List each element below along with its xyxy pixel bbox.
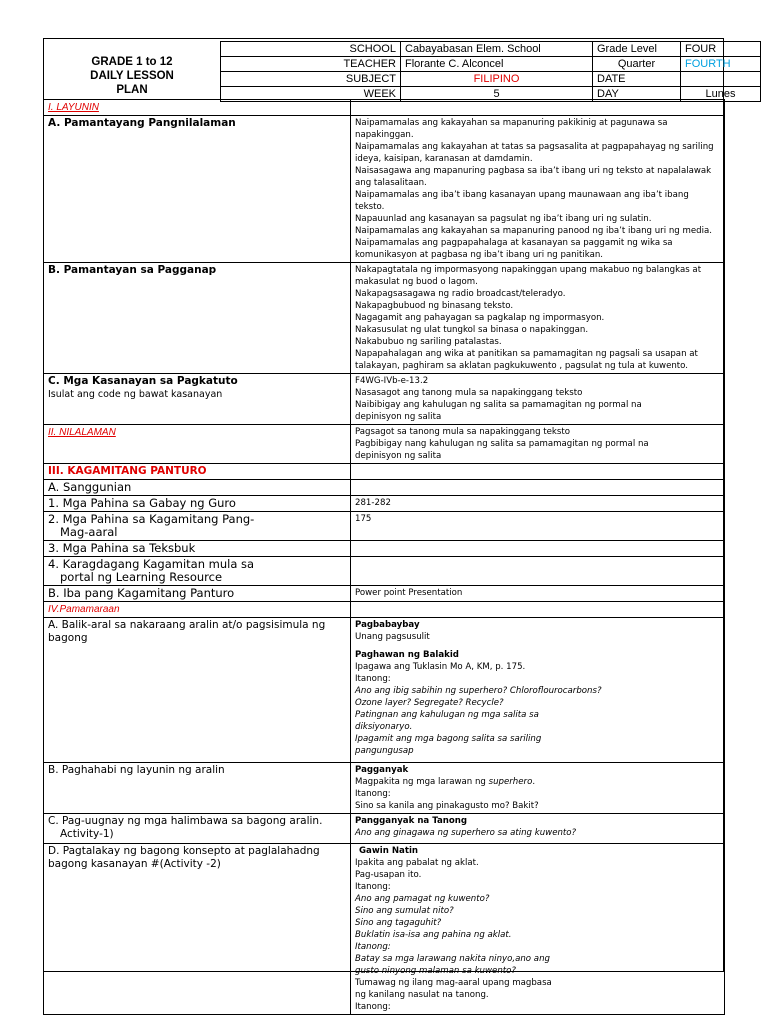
date-value (681, 72, 761, 87)
content-line: Naipamamalas ang iba’t ibang kasanayan upang maunawaan ang iba’t ibang teksto. (355, 190, 689, 212)
content-line: Itanong: (355, 942, 391, 952)
section-c-sublabel: Isulat ang code ng bawat kasanayan (48, 389, 223, 400)
content-line: Pagsagot sa tanong mula sa napakinggang teksto (355, 427, 570, 437)
content-text: . (532, 777, 536, 787)
content-line: Ipakita ang pabalat ng aklat. (355, 858, 479, 868)
content-line: Ano ang pamagat ng kuwento? (355, 894, 490, 904)
iba-pang-kagamitan-label: B. Iba pang Kagamitang Panturo (44, 586, 351, 602)
teksbuk-value (351, 541, 725, 557)
content-line: Naipamamalas ang kakayahan sa mapanuring pakikinig at pagunawa sa (355, 118, 668, 128)
content-line: Sino sa kanila ang pinakagusto mo? Bakit? (355, 801, 539, 811)
content-line: depinisyon ng salita (355, 412, 442, 422)
panganyak-na-tanong-title: Pangganyak na Tanong (355, 816, 468, 826)
pag-uugnay-content (351, 814, 725, 844)
kagamitang-panturo-heading: III. KAGAMITANG PANTURO (48, 465, 207, 477)
content-line: pangungusap (355, 746, 414, 756)
balik-aral-content (351, 618, 725, 763)
content-line: Sino ang tagaguhit? (355, 918, 442, 928)
content-line: Itanong: (355, 789, 391, 799)
pagtalakay-cell (44, 844, 351, 1015)
empty-cell (351, 602, 725, 618)
quarter-value: FOURTH (681, 57, 761, 72)
teksbuk-label: 3. Mga Pahina sa Teksbuk (44, 541, 351, 557)
title-line: DAILY LESSON (90, 70, 174, 82)
empty-cell (351, 100, 725, 116)
pagbabaybay-title: Pagbabaybay (355, 620, 420, 630)
content-line: diksiyonaryo. (355, 722, 413, 732)
content-line: Ipagamit ang mga bagong salita sa sariling (355, 734, 542, 744)
kagamitang-pang-mag-aaral-cell (44, 512, 351, 541)
gawin-natin-title: Gawin Natin (359, 846, 419, 856)
content-line: Ozone layer? Segregate? Recycle? (355, 698, 504, 708)
date-label: DATE (593, 72, 681, 87)
teacher-value: Florante C. Alconcel (401, 57, 593, 72)
content-line: Patingnan ang kahulugan ng mga salita sa (355, 710, 539, 720)
content-line: Nagagamit ang pahayagan sa pagkalap ng impormasyon. (355, 313, 605, 323)
content-line: Nakabubuo ng sariling patalastas. (355, 337, 502, 347)
title-line: GRADE 1 to 12 (91, 56, 173, 68)
pag-uugnay-cell (44, 814, 351, 844)
layunin-heading: I. LAYUNIN (48, 102, 99, 113)
lesson-plan-table (43, 99, 725, 1015)
title-line: PLAN (116, 84, 148, 96)
gabay-ng-guro-label: 1. Mga Pahina sa Gabay ng Guro (44, 496, 351, 512)
karagdagang-kagamitan-value (351, 557, 725, 586)
content-line: Tumawag ng ilang mag-aaral upang magbasa (355, 978, 552, 988)
content-line (355, 776, 720, 788)
pamantayan-sa-pagganap-content (351, 263, 725, 374)
gabay-ng-guro-value: 281-282 (351, 496, 725, 512)
empty-cell (351, 480, 725, 496)
section-a-label: A. Pamantayang Pangnilalaman (48, 117, 236, 129)
content-line: Sino ang sumulat nito? (355, 906, 454, 916)
content-line: Nakapagsasagawa ng radio broadcast/teleradyo. (355, 289, 566, 299)
content-line: Buklatin isa-isa ang pahina ng aklat. (355, 930, 512, 940)
sanggunian-label: A. Sanggunian (44, 480, 351, 496)
section-c-label: C. Mga Kasanayan sa Pagkatuto (48, 375, 238, 387)
pamantayang-pangnilalaman-content (351, 116, 725, 263)
content-line: Naipamamalas ang kakayahan at tatas sa pagsasalita at pagpapahayag ng sariling (355, 142, 714, 152)
layunin-heading-cell (44, 100, 351, 116)
kagamitang-label: Mag-aaral (60, 525, 118, 539)
content-line: Naisasagawa ang mapanuring pagbasa sa iba’t ibang uri ng teksto at napalalawak (355, 166, 712, 176)
paghawan-ng-balakid-title: Paghawan ng Balakid (355, 650, 459, 660)
karagdagan-label: portal ng Learning Resource (60, 570, 223, 584)
content-line: ng kanilang nasulat na tanong. (355, 990, 489, 1000)
content-line: Ano ang ibig sabihin ng superhero? Chloroflourocarbons? (355, 686, 602, 696)
content-line: gusto ninyong malaman sa kuwento? (355, 966, 516, 976)
karagdagang-kagamitan-cell (44, 557, 351, 586)
content-line: Naipamamalas ang pagpapahalaga at kasanayan sa paggamit ng wika sa (355, 238, 673, 248)
content-line: ideya, kaisipan, karanasan at damdamin. (355, 154, 533, 164)
content-line: Ipagawa ang Tuklasin Mo A, KM, p. 175. (355, 662, 526, 672)
content-text: Magpakita ng mga larawan ng (355, 777, 489, 787)
pagtalakay-label: D. Pagtalakay ng bagong konsepto at paglalahadng (48, 845, 320, 857)
kagamitang-panturo-cell (44, 464, 351, 480)
balik-aral-cell (44, 618, 351, 763)
competency-code: F4WG-IVb-e-13.2 (355, 376, 429, 386)
week-label: WEEK (221, 87, 401, 102)
week-value: 5 (401, 87, 593, 102)
quarter-label: Quarter (593, 57, 681, 72)
paghahabi-label: B. Paghahabi ng layunin ng aralin (48, 764, 225, 776)
pag-uugnay-label: Activity-1) (60, 828, 114, 840)
karagdagan-label: 4. Karagdagang Kagamitan mula sa (48, 557, 255, 571)
content-line: komunikasyon at pagbasa ng iba’t ibang uri ng panitikan. (355, 250, 604, 260)
section-b-label: B. Pamantayan sa Pagganap (48, 264, 217, 276)
content-line: Itanong: (355, 1002, 391, 1012)
content-line: Nakapagbubuod ng binasang teksto. (355, 301, 514, 311)
content-line: Nakasusulat ng ulat tungkol sa binasa o napakinggan. (355, 325, 589, 335)
paghahabi-cell (44, 763, 351, 814)
school-label: SCHOOL (221, 42, 401, 57)
content-line: depinisyon ng salita (355, 451, 442, 461)
balik-aral-label: A. Balik-aral sa nakaraang aralin at/o pagsisimula ng bagong (48, 619, 326, 644)
content-line: Itanong: (355, 674, 391, 684)
grade-level-value: FOUR (681, 42, 761, 57)
content-line: napakinggan. (355, 130, 414, 140)
header-info-table (220, 41, 761, 102)
pagtalakay-label: bagong kasanayan #(Activity -2) (48, 858, 221, 870)
content-line: Itanong: (355, 882, 391, 892)
teacher-label: TEACHER (221, 57, 401, 72)
pamamaraan-heading: IV.Pamamaraan (48, 604, 120, 615)
nilalaman-content (351, 425, 725, 464)
content-line: Batay sa mga larawang nakita ninyo,ano ang (355, 954, 550, 964)
pag-uugnay-label: C. Pag-uugnay ng mga halimbawa sa bagong aralin. (48, 815, 323, 827)
kagamitang-pang-mag-aaral-value: 175 (351, 512, 725, 541)
school-value: Cabayabasan Elem. School (401, 42, 593, 57)
iba-pang-kagamitan-value: Power point Presentation (351, 586, 725, 602)
subject-value: FILIPINO (401, 72, 593, 87)
content-line: Nakapagtatala ng impormasyong napakinggan upang makabuo ng balangkas at (355, 265, 702, 275)
pagtalakay-content (351, 844, 725, 1015)
pamantayang-pangnilalaman-cell (44, 116, 351, 263)
content-line: Naibibigay ang kahulugan ng salita sa pamamagitan ng pormal na (355, 400, 642, 410)
empty-cell (351, 464, 725, 480)
pagganyak-title: Pagganyak (355, 765, 409, 775)
content-line: Unang pagsusulit (355, 632, 430, 642)
content-line: ang talasalitaan. (355, 178, 427, 188)
content-line: Naipamamalas ang kakayahan sa mapanuring panood ng iba’t ibang uri ng media. (355, 226, 712, 236)
grade-level-label: Grade Level (593, 42, 681, 57)
nilalaman-cell (44, 425, 351, 464)
content-line: makasulat ng buod o lagom. (355, 277, 478, 287)
content-line: Nasasagot ang tanong mula sa napakinggang teksto (355, 388, 583, 398)
lesson-plan-title (44, 55, 220, 97)
content-line: Pagbibigay nang kahulugan ng salita sa pamamagitan ng pormal na (355, 439, 649, 449)
paghahabi-content (351, 763, 725, 814)
pamantayan-sa-pagganap-cell (44, 263, 351, 374)
subject-label: SUBJECT (221, 72, 401, 87)
kasanayan-content (351, 374, 725, 425)
content-line: Ano ang ginagawa ng superhero sa ating kuwento? (355, 828, 577, 838)
day-label: DAY (593, 87, 681, 102)
pamamaraan-cell (44, 602, 351, 618)
content-line: Napapahalagan ang wika at panitikan sa pamamagitan ng pagsali sa usapan at (355, 349, 698, 359)
content-text: superhero (488, 777, 533, 787)
content-line: Pag-usapan ito. (355, 870, 422, 880)
kagamitang-label: 2. Mga Pahina sa Kagamitang Pang- (48, 512, 255, 526)
content-line: Napauunlad ang kasanayan sa pagsulat ng iba’t ibang uri ng sulatin. (355, 214, 652, 224)
nilalaman-heading: II. NILALAMAN (48, 427, 116, 438)
content-line: talakayan, paghiram sa aklatan pagkukuwento , pagsulat ng tula at kuwento. (355, 361, 689, 371)
kasanayan-cell (44, 374, 351, 425)
day-value: Lunes (681, 87, 761, 102)
